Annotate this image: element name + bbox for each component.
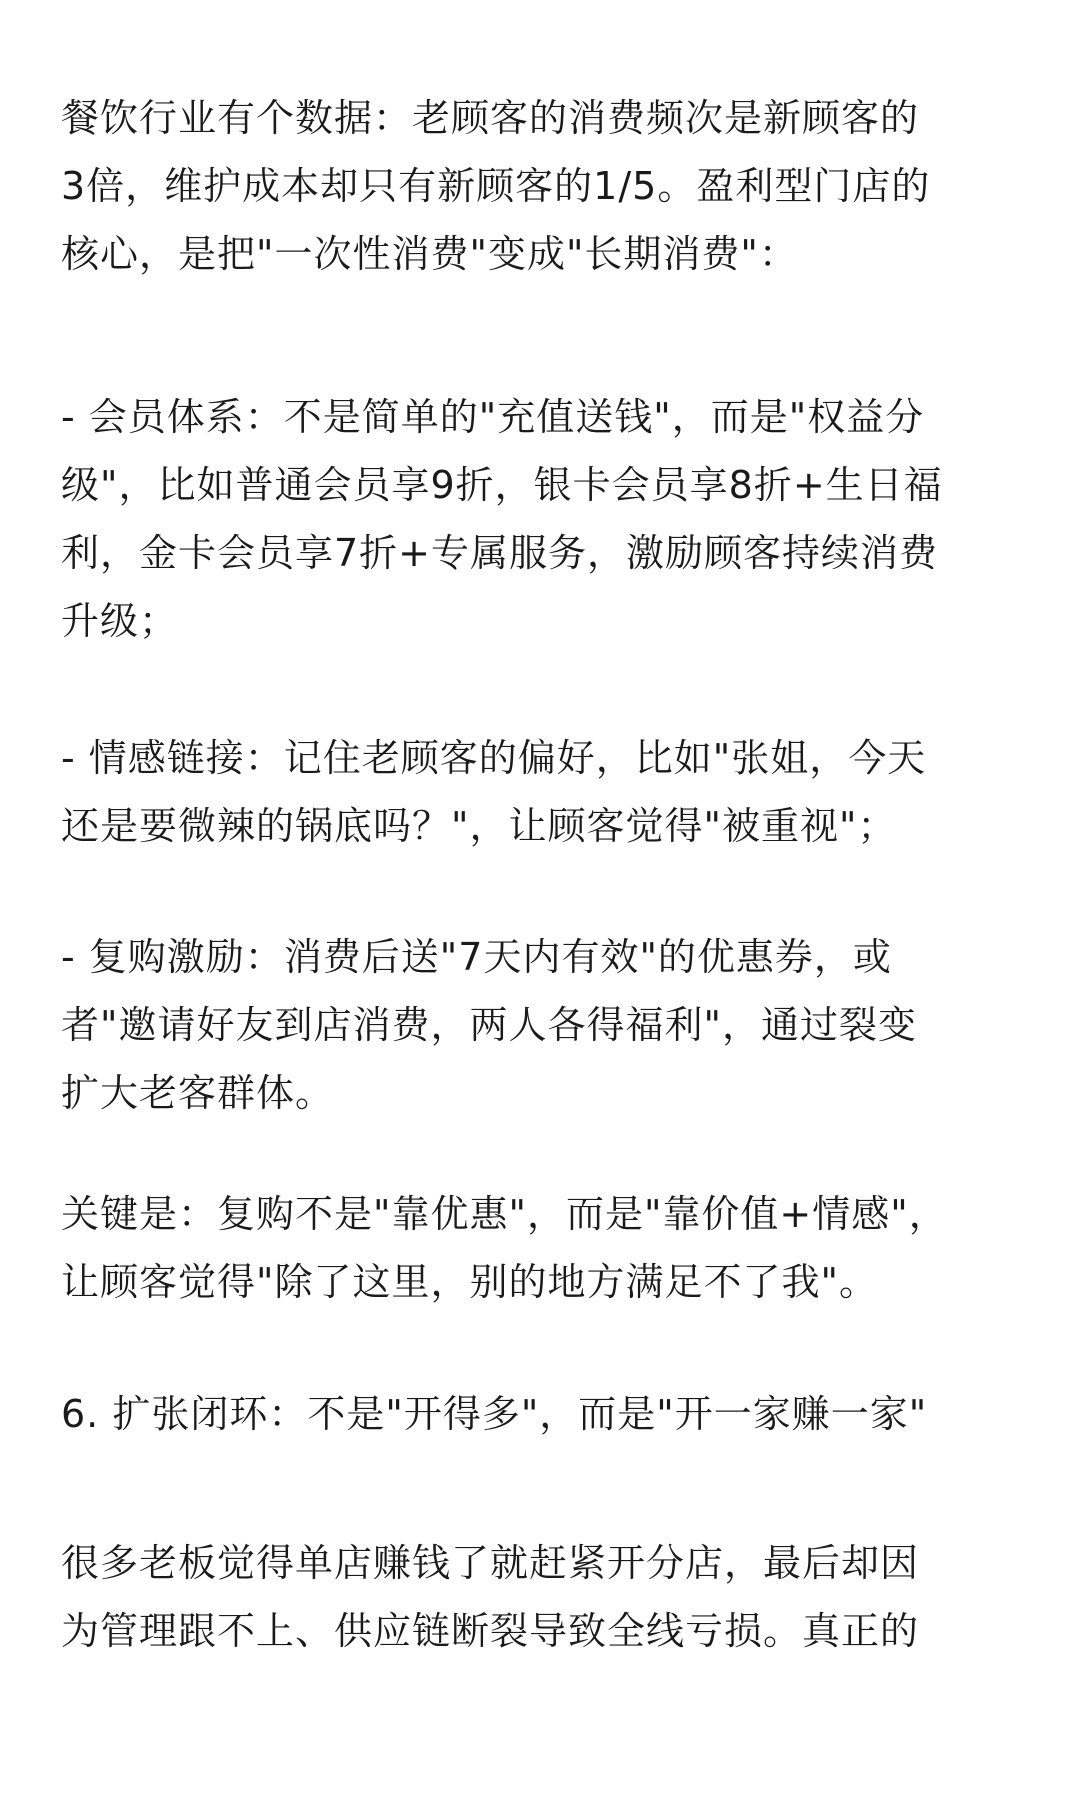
text-line: 还是要微辣的锅底吗？"，让顾客觉得"被重视"； <box>61 804 897 848</box>
text-line: 利，金卡会员享7折+专属服务，激励顾客持续消费 <box>61 531 939 575</box>
paragraph-emotional-link <box>61 724 1031 860</box>
text-line: 餐饮行业有个数据：老顾客的消费频次是新顾客的 <box>61 96 920 140</box>
paragraph-expansion <box>61 1529 1031 1665</box>
paragraph-membership <box>61 383 1031 655</box>
section-heading <box>61 1380 1031 1448</box>
text-line: 扩大老客群体。 <box>61 1071 335 1115</box>
text-line: 核心，是把"一次性消费"变成"长期消费"： <box>61 232 798 276</box>
text-line: - 复购激励：消费后送"7天内有效"的优惠券，或 <box>61 935 892 979</box>
text-line: 级"，比如普通会员享9折，银卡会员享8折+生日福 <box>61 463 943 507</box>
text-line: 为管理跟不上、供应链断裂导致全线亏损。真正的 <box>61 1609 920 1653</box>
text-line: - 情感链接：记住老顾客的偏好，比如"张姐，今天 <box>61 736 927 780</box>
text-line: 3倍，维护成本却只有新顾客的1/5。盈利型门店的 <box>61 164 931 208</box>
text-line: 关键是：复购不是"靠优惠"，而是"靠价值+情感"， <box>61 1192 948 1236</box>
text-line: 让顾客觉得"除了这里，别的地方满足不了我"。 <box>61 1260 878 1304</box>
text-line: 很多老板觉得单店赚钱了就赶紧开分店，最后却因 <box>61 1541 920 1585</box>
text-line: 6. 扩张闭环：不是"开得多"，而是"开一家赚一家" <box>61 1392 928 1436</box>
paragraph-intro <box>61 84 1031 288</box>
paragraph-repurchase-incentive <box>61 923 1031 1127</box>
paragraph-key-point <box>61 1180 1031 1316</box>
text-line: 升级； <box>61 599 179 643</box>
text-line: 者"邀请好友到店消费，两人各得福利"，通过裂变 <box>61 1003 917 1047</box>
text-line: - 会员体系：不是简单的"充值送钱"，而是"权益分 <box>61 395 925 439</box>
